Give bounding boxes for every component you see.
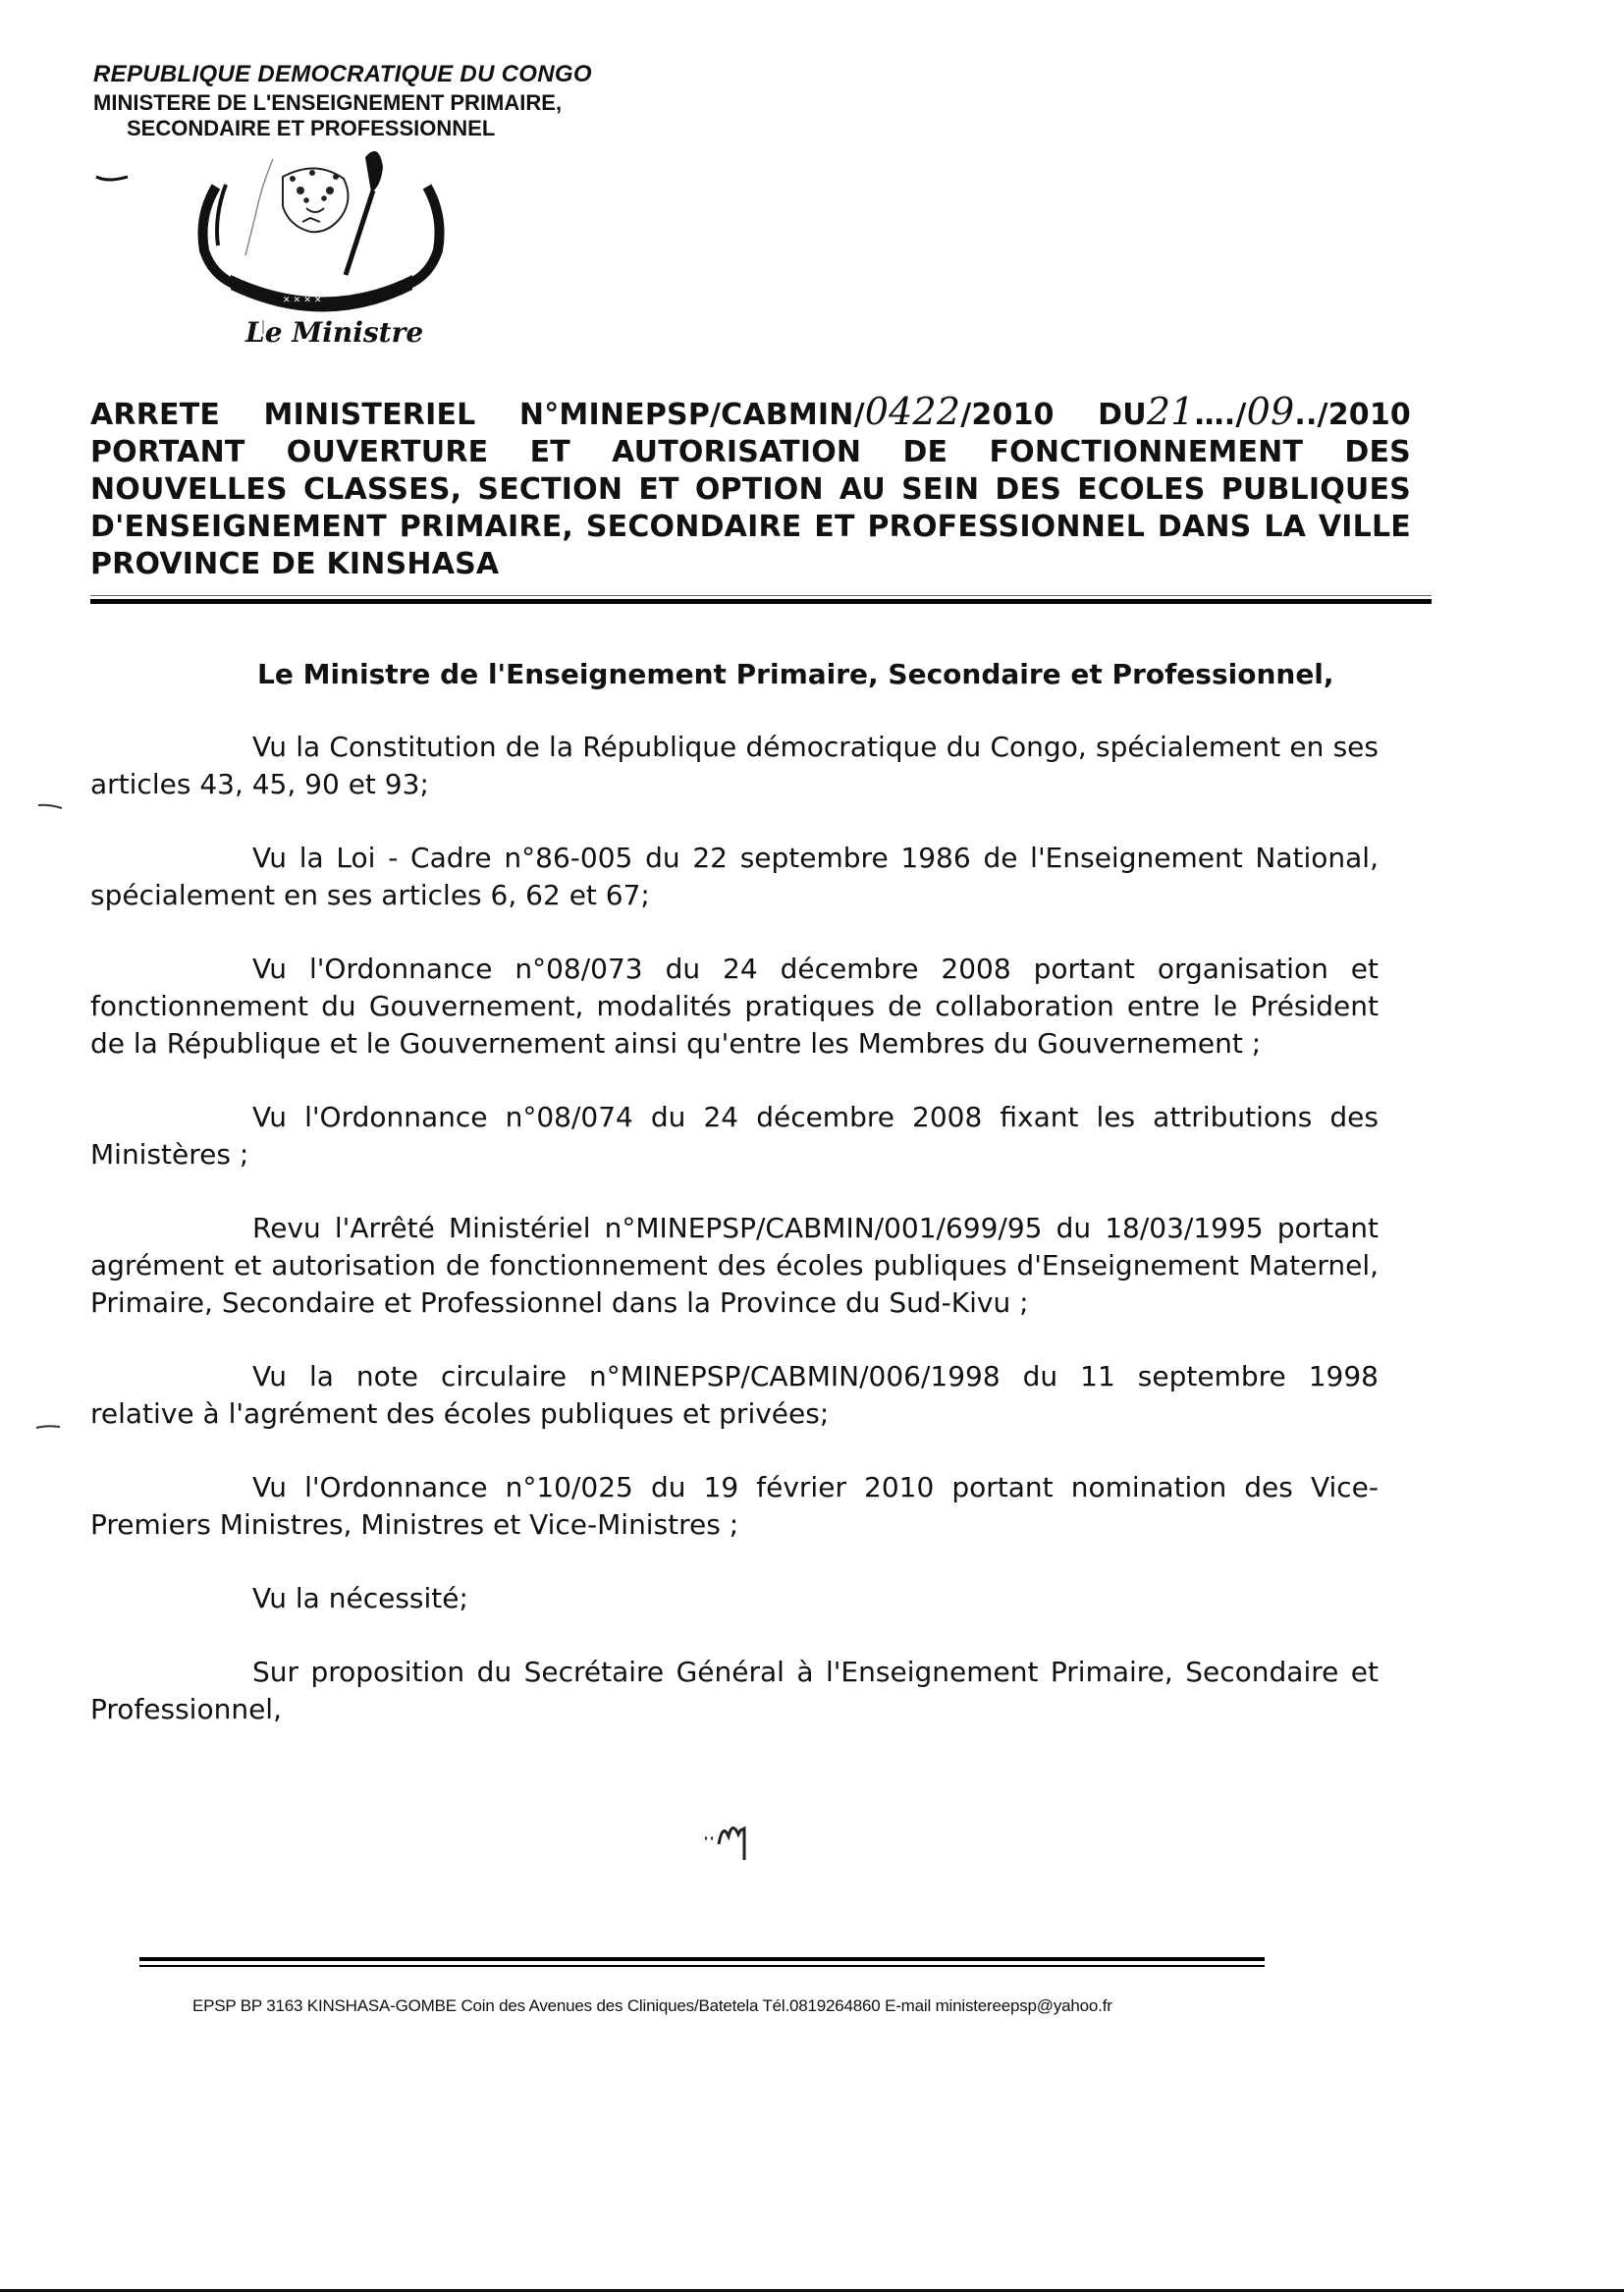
preamble-paragraph: Vu l'Ordonnance n°10/025 du 19 février 2010 portant nomination des Vice-Premiers Ministres, Ministres et Vice-Ministres ; — [90, 1471, 1379, 1541]
decree-reference — [518, 390, 1055, 434]
title-label-ministeriel: MINISTERIEL — [263, 398, 476, 432]
decree-title — [90, 390, 1411, 583]
decree-reference-line — [90, 390, 1411, 434]
decree-ref-prefix: N°MINEPSP/CABMIN/ — [518, 398, 865, 432]
country-name: REPUBLIQUE DEMOCRATIQUE DU CONGO — [93, 61, 592, 87]
margin-mark-icon — [37, 803, 63, 809]
preamble-paragraph: Vu la Constitution de la République démocratique du Congo, spécialement en ses articles 43, 45, 90 et 93; — [90, 731, 1379, 800]
decree-ref-year: /2010 — [960, 398, 1055, 432]
decree-ref-number-handwritten: 0422 — [864, 390, 961, 433]
ministry-name-line2: SECONDAIRE ET PROFESSIONNEL — [127, 116, 496, 140]
decree-date-day-handwritten: 21 — [1146, 390, 1195, 433]
decree-date-year: ../2010 — [1294, 398, 1411, 432]
footer-divider-thin — [139, 1965, 1265, 1967]
page-continuation-mark-icon — [697, 1809, 776, 1868]
footer-address: EPSP BP 3163 KINSHASA-GOMBE Coin des Avenues des Cliniques/Batetela Tél.0819264860 E-mail ministereepsp@yahoo.fr — [192, 1996, 1112, 2015]
letterhead — [93, 61, 592, 141]
preamble-paragraph: Vu l'Ordonnance n°08/073 du 24 décembre 2008 portant organisation et fonctionnement du Gouvernement, modalités pratiques de collaboration entre le Président de la République et le Gouvernement ainsi qu'entre les Membres du Gouvernement ; — [90, 953, 1379, 1060]
margin-mark-icon — [35, 1424, 61, 1430]
ministry-name-line1: MINISTERE DE L'ENSEIGNEMENT PRIMAIRE, — [93, 90, 563, 115]
preamble-paragraph: Vu l'Ordonnance n°08/074 du 24 décembre 2008 fixant les attributions des Ministères ; — [90, 1101, 1379, 1171]
title-divider-thin — [90, 595, 1432, 596]
signatory-title: Le Ministre — [245, 316, 424, 349]
title-divider — [90, 599, 1432, 604]
preamble-paragraph: Sur proposition du Secrétaire Général à l'Enseignement Primaire, Secondaire et Professionnel, — [90, 1656, 1379, 1725]
decree-date-prefix: DU — [1098, 398, 1147, 432]
decree-date-month-handwritten: 09 — [1246, 390, 1295, 433]
decree-preamble — [90, 729, 1379, 1765]
preamble-paragraph: Vu la note circulaire n°MINEPSP/CABMIN/006/1998 du 11 septembre 1998 relative à l'agrément des écoles publiques et privées; — [90, 1360, 1379, 1430]
minister-heading: Le Ministre de l'Enseignement Primaire, Secondaire et Professionnel, — [257, 658, 1334, 690]
footer-divider — [139, 1957, 1265, 1961]
emblem-motto-letters: ✕ ✕ ✕ ✕ — [283, 296, 322, 305]
preamble-paragraph: Vu la Loi - Cadre n°86-005 du 22 septembre 1986 de l'Enseignement National, spécialement en ses articles 6, 62 et 67; — [90, 842, 1379, 911]
preamble-paragraph: Revu l'Arrêté Ministériel n°MINEPSP/CABMIN/001/699/95 du 18/03/1995 portant agrément et autorisation de fonctionnement des écoles publiques d'Enseignement Maternel, Primaire, Secondaire et Professionnel dans la Province du Sud-Kivu ; — [90, 1212, 1379, 1319]
coat-of-arms-emblem-icon — [88, 147, 461, 334]
decree-subject: PORTANT OUVERTURE ET AUTORISATION DE FONCTIONNEMENT DES NOUVELLES CLASSES, SECTION ET OPTION AU SEIN DES ECOLES PUBLIQUES D'ENSEIGNEMENT PRIMAIRE, SECONDAIRE ET PROFESSIONNEL DANS LA VILLE PROVINCE DE KINSHASA — [90, 435, 1411, 581]
decree-date — [1098, 390, 1411, 434]
decree-date-separator: …./ — [1194, 398, 1247, 432]
preamble-paragraph: Vu la nécessité; — [252, 1582, 468, 1614]
title-label-arrete: ARRETE — [90, 398, 221, 432]
